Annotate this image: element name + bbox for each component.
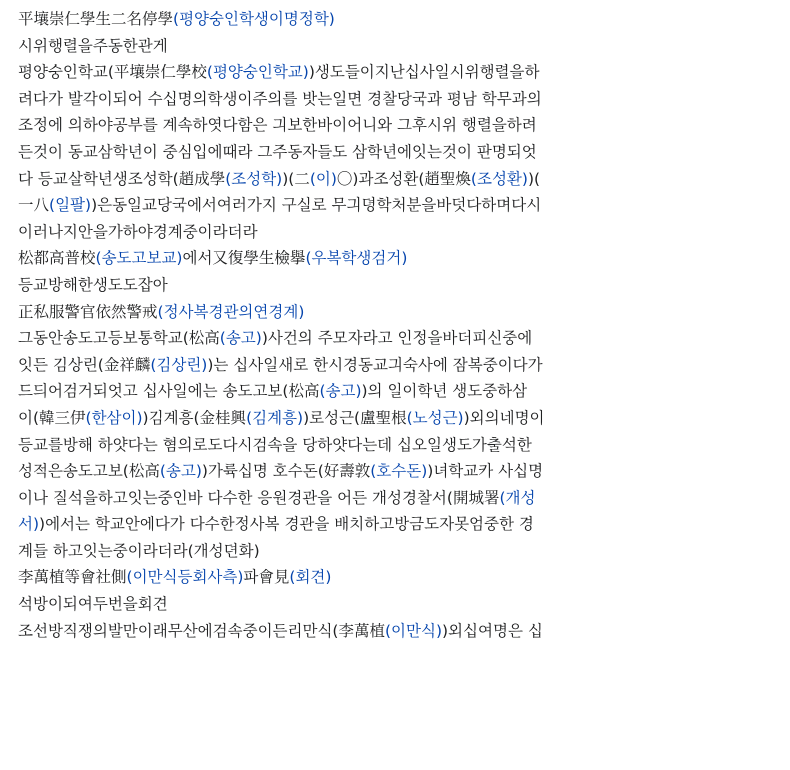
text-segment: 조정에 의하야공부를 계속하엿다함은 긔보한바이어니와 그후시위 행렬을하려 bbox=[18, 116, 537, 135]
text-segment: 잇든 김상린(金祥麟 bbox=[18, 355, 151, 374]
text-segment: 〇)과조성환(趙聖煥 bbox=[336, 169, 471, 188]
text-segment: )은동일교당국에서여러가지 구실로 무긔뎡학처분을바덧다하며다시 bbox=[91, 196, 542, 215]
reading-link[interactable]: (이만식등회사측) bbox=[126, 568, 244, 587]
reading-link[interactable]: (조성환) bbox=[470, 169, 528, 188]
reading-link[interactable]: (이만식) bbox=[384, 621, 442, 640]
text-segment: 려다가 발각이되어 수십명의학생이주의를 밧는일면 경찰당국과 평남 학무과의 bbox=[18, 89, 542, 108]
reading-link[interactable]: (평양숭인학생이명정학) bbox=[173, 10, 335, 28]
text-segment: 드듸어검거되엇고 십사일에는 송도고보(松高 bbox=[18, 382, 320, 401]
text-line bbox=[18, 538, 782, 565]
text-line bbox=[18, 564, 782, 591]
reading-link[interactable]: (송고) bbox=[159, 462, 202, 481]
text-segment: 그동안송도고등보통학교(松高 bbox=[18, 329, 220, 348]
text-segment: 松都高普校 bbox=[18, 249, 96, 268]
text-segment: 파會見 bbox=[243, 568, 290, 587]
reading-link[interactable]: (김상린) bbox=[150, 355, 208, 374]
text-line bbox=[18, 591, 782, 618]
reading-link[interactable]: (호수돈) bbox=[370, 462, 428, 481]
text-segment: )(二 bbox=[282, 169, 310, 188]
text-segment: 시위행렬을주동한관게 bbox=[18, 36, 168, 55]
text-segment: 이나 질석을하고잇는중인바 다수한 응원경관을 어든 개성경찰서(開城署 bbox=[18, 488, 500, 507]
reading-link[interactable]: (일팔) bbox=[49, 196, 92, 215]
text-line bbox=[18, 33, 782, 60]
text-segment: )녀학교카 사십명 bbox=[427, 462, 544, 481]
text-line bbox=[18, 112, 782, 139]
text-line bbox=[18, 219, 782, 246]
text-segment: )생도들이지난십사일시위행렬을하 bbox=[308, 63, 540, 82]
text-segment: 등교를방해 하얏다는 혐의로도다시검속을 당하얏다는데 십오일생도가출석한 bbox=[18, 435, 532, 454]
reading-link[interactable]: (평양숭인학교) bbox=[206, 63, 309, 82]
reading-link[interactable]: (회견) bbox=[289, 568, 332, 587]
text-segment: 이러나지안을가하야경계중이라더라 bbox=[18, 222, 258, 241]
text-segment: 이(韓三伊 bbox=[18, 408, 86, 427]
text-segment: 一八 bbox=[18, 196, 50, 215]
text-segment: 든것이 동교삼학년이 중심입에때라 그주동자들도 삼학년에잇는것이 판명되엇 bbox=[18, 142, 537, 161]
text-line bbox=[18, 299, 782, 326]
text-segment: 계들 하고잇는중이라더라(개성뎐화) bbox=[18, 541, 260, 560]
text-segment: )의 일이학년 생도중하삼 bbox=[361, 382, 528, 401]
text-segment: )에서는 학교안에다가 다수한정사복 경관을 배치하고방금도자못엄중한 경 bbox=[39, 515, 534, 534]
text-segment: )김계흥(金桂興 bbox=[142, 408, 247, 427]
text-segment: )가륙십명 호수돈(好壽敦 bbox=[201, 462, 371, 481]
text-segment: )는 십사일새로 한시경동교긔숙사에 잠복중이다가 bbox=[207, 355, 543, 374]
text-line bbox=[18, 352, 782, 379]
text-segment: 다 등교살학년생조성학(趙成學 bbox=[18, 169, 226, 188]
text-line bbox=[18, 86, 782, 113]
text-line bbox=[18, 192, 782, 219]
text-segment: 에서又復學生檢擧 bbox=[182, 249, 306, 268]
text-segment: )외십여명은 십 bbox=[442, 621, 543, 640]
text-segment: 李萬植等會社側 bbox=[18, 568, 127, 587]
text-segment: )( bbox=[527, 169, 541, 188]
reading-link[interactable]: (송고) bbox=[319, 382, 362, 401]
text-line bbox=[18, 59, 782, 86]
text-line bbox=[18, 458, 782, 485]
text-line bbox=[18, 378, 782, 405]
text-line bbox=[18, 405, 782, 432]
reading-link[interactable]: (정사복경관의연경계) bbox=[157, 302, 305, 321]
text-line bbox=[18, 245, 782, 272]
reading-link[interactable]: (조성학) bbox=[225, 169, 283, 188]
reading-link[interactable]: (우복학생검거) bbox=[305, 249, 408, 268]
reading-link[interactable]: (김계흥) bbox=[246, 408, 304, 427]
text-line bbox=[18, 272, 782, 299]
reading-link[interactable]: (개성 bbox=[499, 488, 536, 507]
text-line bbox=[18, 6, 782, 33]
text-line bbox=[18, 485, 782, 512]
text-segment: 正私服警官依然警戒 bbox=[18, 302, 158, 321]
text-segment: 등교방해한생도도잡아 bbox=[18, 275, 168, 294]
text-segment: 조선방직쟁의발만이래무산에검속중이든리만식(李萬植 bbox=[18, 621, 385, 640]
reading-link[interactable]: (노성근) bbox=[406, 408, 464, 427]
text-segment: )사건의 주모자라고 인정을바더피신중에 bbox=[261, 329, 533, 348]
reading-link[interactable]: (송고) bbox=[219, 329, 262, 348]
text-segment: )외의네명이 bbox=[463, 408, 545, 427]
text-segment: 平壤崇仁學生二名停學 bbox=[18, 10, 174, 28]
text-line bbox=[18, 432, 782, 459]
text-segment: 평양숭인학교(平壤崇仁學校 bbox=[18, 63, 207, 82]
text-segment: 석방이되여두번을회견 bbox=[18, 595, 168, 614]
reading-link[interactable]: 서) bbox=[18, 515, 40, 534]
reading-link[interactable]: (한삼이) bbox=[85, 408, 143, 427]
text-line bbox=[18, 511, 782, 538]
text-line bbox=[18, 618, 782, 645]
article-text bbox=[18, 6, 782, 644]
reading-link[interactable]: (이) bbox=[309, 169, 337, 188]
reading-link[interactable]: (송도고보교) bbox=[95, 249, 183, 268]
text-line bbox=[18, 325, 782, 352]
text-line bbox=[18, 166, 782, 193]
text-segment: )로성근(盧聖根 bbox=[303, 408, 407, 427]
text-line bbox=[18, 139, 782, 166]
text-segment: 성적은송도고보(松高 bbox=[18, 462, 160, 481]
